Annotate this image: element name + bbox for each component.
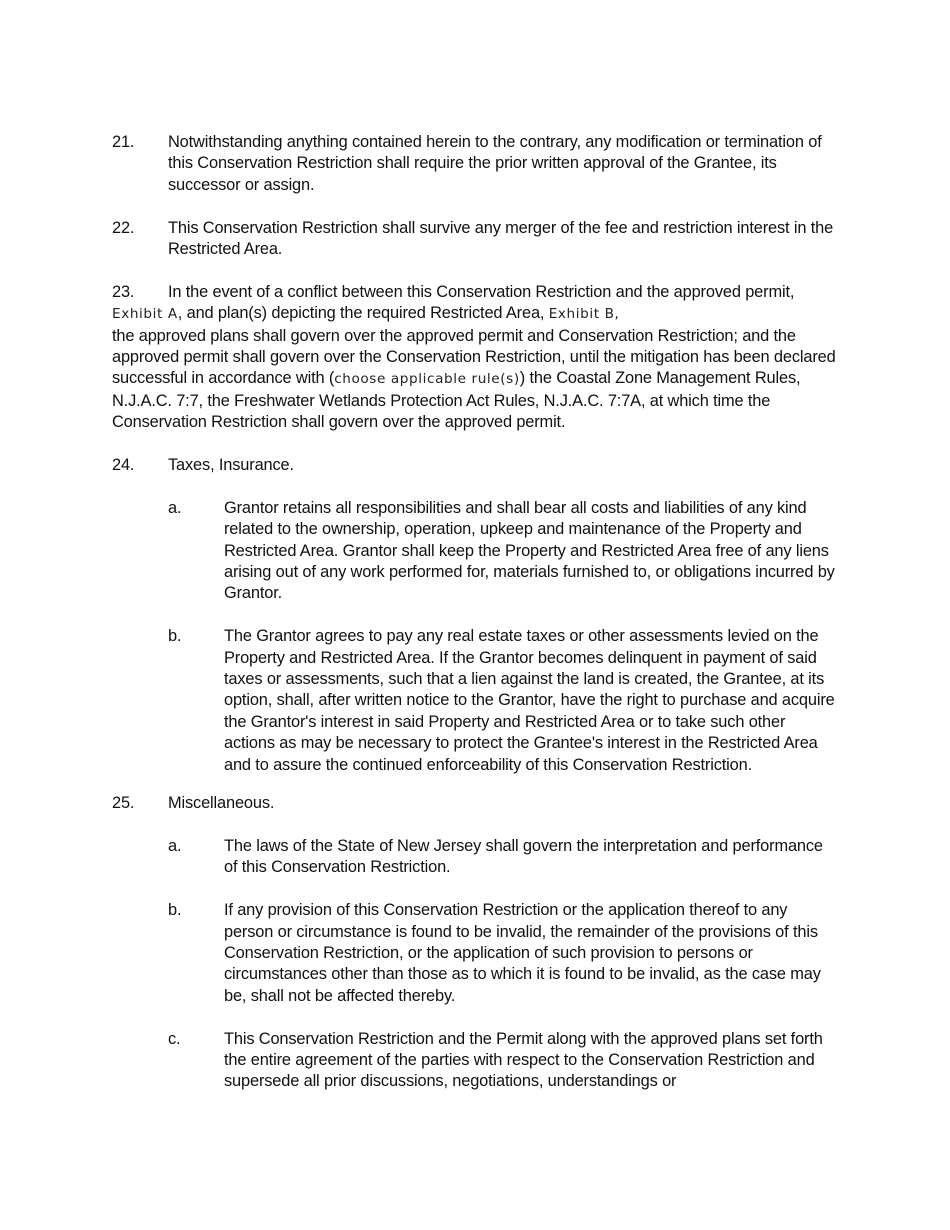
clause-number: 21. bbox=[112, 133, 135, 151]
clause-24 bbox=[112, 455, 840, 476]
item-letter: b. bbox=[168, 901, 182, 920]
clause-25-item-b bbox=[168, 900, 840, 1007]
clause-22 bbox=[112, 218, 840, 261]
clause-25-item-c bbox=[168, 1029, 840, 1093]
item-text: The Grantor agrees to pay any real estate taxes or other assessments levied on the Property and Restricted Area. If the Grantor becomes delinquent in payment of said taxes or assessments, such that a lien against the land is created, the Grantee, at its option, shall, after written notice to the Grantor, have the right to purchase and acquire the Grantor's interest in said Property and Restricted Area or to take such other actions as may be necessary to protect the Grantee's interest in the Restricted Area and to assure the continued enforceability of this Conservation Restriction. bbox=[224, 627, 835, 774]
clause-text-part2: , and plan(s) depicting the required Restricted Area, bbox=[177, 304, 545, 323]
clause-25-item-a bbox=[168, 836, 840, 879]
applicable-rule-field[interactable]: choose applicable rule(s) bbox=[334, 371, 520, 388]
document-page bbox=[112, 132, 840, 1093]
clause-text-part4: ) the Coastal Zone Management Rules, N.J.A.C. 7:7, the Freshwater Wetlands Protection Act Rules, N.J.A.C. 7:7A, at which time the Conservation Restriction shall govern over the approved permit. bbox=[112, 369, 801, 432]
item-text: This Conservation Restriction and the Permit along with the approved plans set forth the entire agreement of the parties with respect to the Conservation Restriction and supersede all prior discussions, negotiations, understandings or bbox=[224, 1029, 823, 1091]
clause-text bbox=[112, 282, 840, 434]
clause-25 bbox=[112, 793, 840, 814]
clause-heading: Taxes, Insurance. bbox=[168, 456, 294, 475]
clause-24-item-a bbox=[168, 498, 840, 605]
item-text: The laws of the State of New Jersey shall govern the interpretation and performance of this Conservation Restriction. bbox=[224, 836, 823, 877]
clause-text: Notwithstanding anything contained herein to the contrary, any modification or termination of this Conservation Restriction shall require the prior written approval of the Grantee, its successor or assign. bbox=[168, 133, 822, 194]
item-letter: a. bbox=[168, 836, 182, 855]
clause-text-part1: In the event of a conflict between this Conservation Restriction and the approved permit, bbox=[168, 282, 795, 301]
exhibit-a-field[interactable]: Exhibit A bbox=[112, 306, 178, 323]
clause-23 bbox=[112, 282, 840, 434]
item-text: Grantor retains all responsibilities and shall bear all costs and liabilities of any kind related to the ownership, operation, upkeep and maintenance of the Property and Restricted Area. Grantor shall keep the Property and Restricted Area free of any liens arising out of any work performed for, materials furnished to, or obligations incurred by Grantor. bbox=[224, 498, 835, 603]
clause-text-part3: the approved plans shall govern over the approved permit and Conservation Restriction; and the approved permit shall govern over the Conservation Restriction, until the mitigation has been declared successful in accordance with ( bbox=[112, 326, 836, 388]
clause-21 bbox=[112, 132, 840, 196]
clause-number: 25. bbox=[112, 794, 135, 813]
clause-number: 22. bbox=[112, 218, 135, 237]
exhibit-b-field[interactable]: Exhibit B, bbox=[548, 306, 620, 323]
item-letter: a. bbox=[168, 498, 182, 517]
item-letter: c. bbox=[168, 1029, 181, 1048]
item-text: If any provision of this Conservation Restriction or the application thereof to any person or circumstance is found to be invalid, the remainder of the provisions of this Conservation Restriction, or the application of such provision to persons or circumstances other than those as to which it is found to be invalid, as the case may be, shall not be affected thereby. bbox=[224, 901, 821, 1005]
clause-24-item-b bbox=[168, 626, 840, 776]
clause-number: 23. bbox=[112, 282, 135, 301]
clause-heading: Miscellaneous. bbox=[168, 794, 275, 813]
item-letter: b. bbox=[168, 627, 182, 646]
clause-text: This Conservation Restriction shall survive any merger of the fee and restriction interest in the Restricted Area. bbox=[168, 218, 834, 259]
clause-number: 24. bbox=[112, 456, 135, 475]
